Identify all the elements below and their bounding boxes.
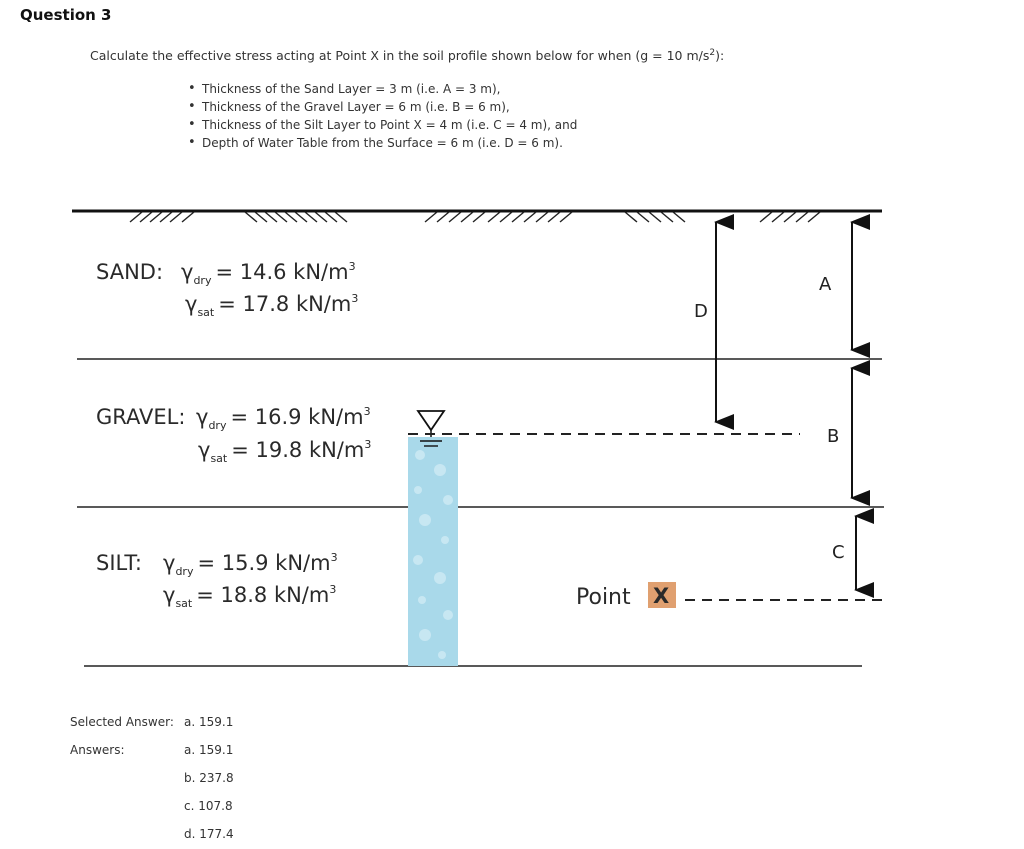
bullet-gravel-thickness: • Thickness of the Gravel Layer = 6 m (i.e. B = 6 m), xyxy=(186,98,577,116)
question-title: Question 3 xyxy=(20,6,112,24)
prompt-suffix: ): xyxy=(715,48,725,64)
bullet-sand-thickness: • Thickness of the Sand Layer = 3 m (i.e. A = 3 m), xyxy=(186,80,577,98)
selected-answer-label: Selected Answer: xyxy=(70,715,174,729)
sand-label: SAND: xyxy=(96,260,164,284)
dimension-arrows xyxy=(716,222,856,590)
bullet-silt-thickness: • Thickness of the Silt Layer to Point X = 4 m (i.e. C = 4 m), and xyxy=(186,116,577,134)
label-a: A xyxy=(819,274,832,295)
water-table-triangle-icon xyxy=(418,411,444,430)
answer-option-d[interactable]: d. 177.4 xyxy=(184,827,234,841)
gravel-label: GRAVEL: xyxy=(96,405,186,429)
selected-answer-value: a. 159.1 xyxy=(184,715,234,729)
sand-sat-unit-weight: $\gamma_{sat} = 17.8$ $kN/m^3$ xyxy=(185,292,359,319)
answer-option-a[interactable]: a. 159.1 xyxy=(184,743,234,757)
label-c: C xyxy=(832,542,845,563)
gravel-sat-unit-weight: $\gamma_{sat} = 19.8$ $kN/m^3$ xyxy=(198,438,372,465)
label-b: B xyxy=(827,426,840,447)
water-column xyxy=(408,437,458,666)
silt-dry-unit-weight: $\gamma_{dry} = 15.9$ $kN/m^3$ xyxy=(163,551,338,578)
ground-hatching xyxy=(130,212,820,222)
silt-sat-unit-weight: $\gamma_{sat} = 18.8$ $kN/m^3$ xyxy=(163,583,337,610)
sand-dry-unit-weight: $\gamma_{dry} = 14.6$ $kN/m^3$ xyxy=(181,260,356,287)
question-prompt xyxy=(90,48,724,63)
silt-label: SILT: xyxy=(96,551,142,575)
point-label: Point xyxy=(576,585,631,610)
prompt-prefix: Calculate the effective stress acting at Point X in the soil profile shown below for when (g = 10 m/s xyxy=(90,48,710,64)
answers-label: Answers: xyxy=(70,743,125,757)
point-x-marker: X xyxy=(653,584,670,608)
prompt-superscript: 2 xyxy=(709,48,716,58)
bullet-water-table-depth: • Depth of Water Table from the Surface = 6 m (i.e. D = 6 m). xyxy=(186,134,577,152)
gravel-dry-unit-weight: $\gamma_{dry} = 16.9$ $kN/m^3$ xyxy=(196,405,371,432)
soil-profile-diagram xyxy=(0,190,1024,680)
answer-option-b[interactable]: b. 237.8 xyxy=(184,771,234,785)
answer-option-c[interactable]: c. 107.8 xyxy=(184,799,233,813)
label-d: D xyxy=(694,301,708,322)
given-data-list xyxy=(186,80,577,152)
